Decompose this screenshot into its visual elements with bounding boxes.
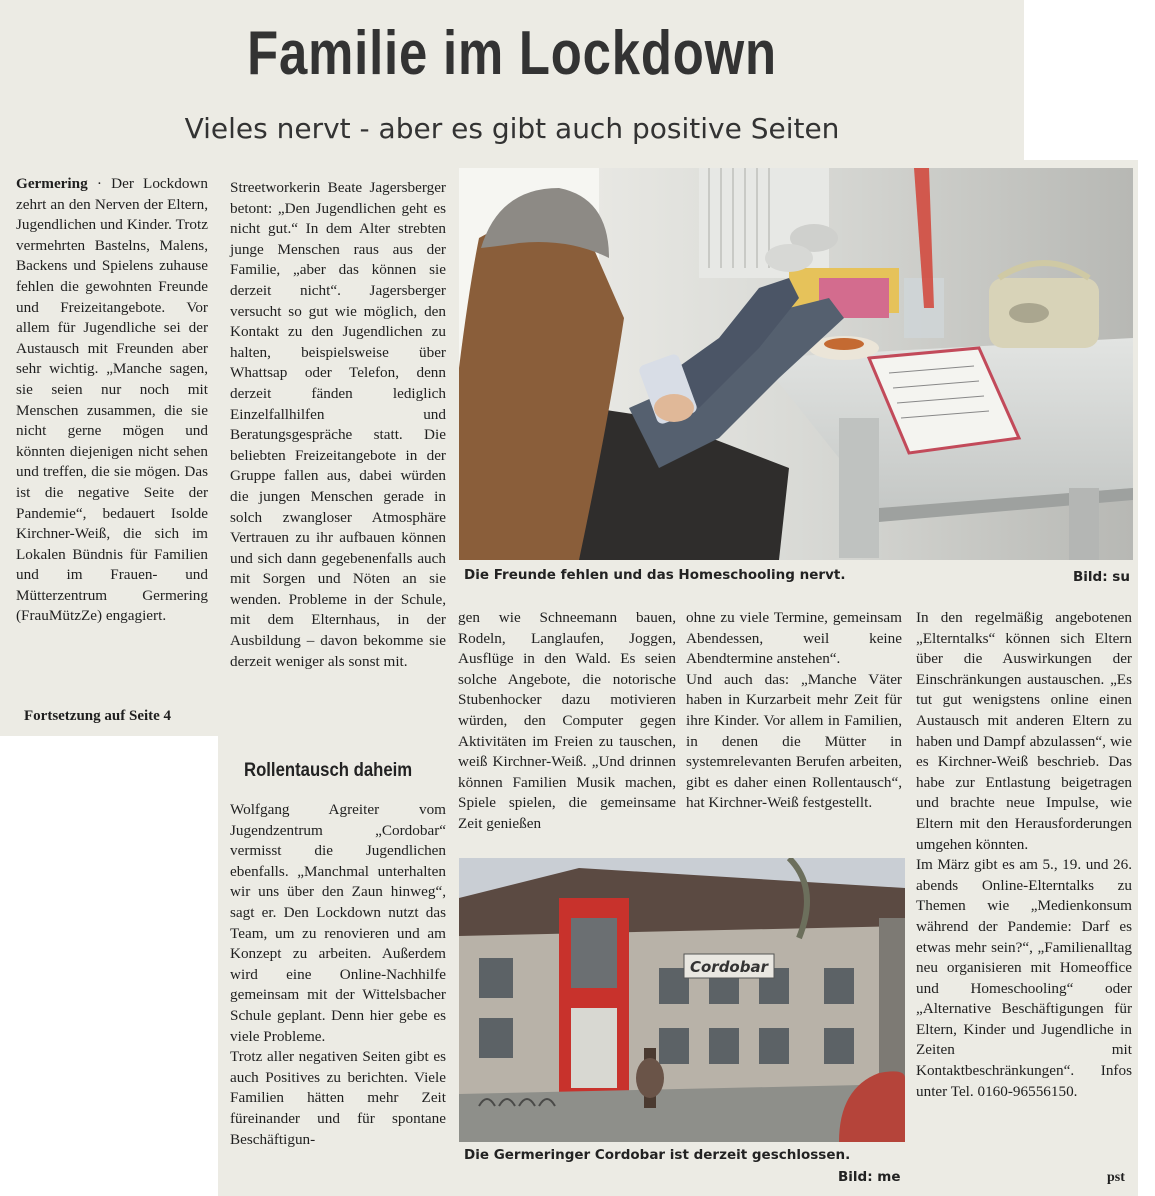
section-heading: Rollentausch daheim bbox=[244, 760, 413, 781]
continuation-note: Fortsetzung auf Seite 4 bbox=[24, 708, 172, 724]
author-initials: pst bbox=[1107, 1170, 1125, 1185]
column-4-paragraph-1: ohne zu viele Termine, gemeinsam Abendessen, weil keine Abendtermine anstehen“. bbox=[686, 609, 902, 668]
column-3-text: gen wie Schneemann bauen, Rodeln, Langlaufen, Joggen, Ausflüge in den Wald. Es seien solche Angebote, die notorische Stubenhocker dazu motivieren würden, den Computer gegen Aktivitäten im Freien zu tauschen, weiß Kirchner-Weiß. „Und drinnen können Familien Musik machen, Spiele spielen, die gemeinsame Zeit genießen bbox=[458, 609, 676, 832]
headline: Familie im Lockdown bbox=[247, 19, 777, 88]
column-5-paragraph-2: Im März gibt es am 5., 19. und 26. abends Online-Elterntalks zu Themen wie „Medienkonsum während der Pandemie: Darf es etwas mehr sein?“, „Familienalltag neu organisieren mit Homeoffice und Homeschooling“ oder „Alternative Beschäftigungen für Eltern, Kinder und Jugendliche in Zeiten mit Kontaktbeschränkungen“. Infos unter Tel. 0160-96556150. bbox=[916, 856, 1132, 1100]
photo-1-credit: Bild: su bbox=[1073, 569, 1130, 585]
cordobar-sign: Cordobar bbox=[689, 958, 769, 976]
column-2-top bbox=[230, 178, 446, 672]
column-2-bottom bbox=[230, 800, 446, 1150]
column-2-bottom-paragraph-1: Wolfgang Agreiter vom Jugendzentrum „Cordobar“ vermisst die Jugendlichen ebenfalls. „Manchmal unterhalten wir uns über den Zaun hinweg“, sagt er. Den Lockdown nutzt das Team, um zu renovieren und am Konzept zu arbeiten. Außerdem wird eine Online-Nachhilfe gemeinsam mit der Wittelsbacher Schule geplant. Denn hier gebe es viele Probleme. bbox=[230, 801, 446, 1045]
column-3 bbox=[458, 608, 676, 835]
photo-2-credit: Bild: me bbox=[838, 1169, 901, 1185]
column-5 bbox=[916, 608, 1132, 1102]
column-2-top-text: Streetworkerin Beate Jagersberger betont: „Den Jugendlichen geht es nicht gut.“ In dem Alter strebten junge Menschen raus aus der Familie, „aber das können sie derzeit nicht“. Jagersberger versucht so gut wie möglich, den Kontakt zu den Jugendlichen zu halten, beispielsweise über Whattsap oder Telefon, denn derzeit fänden lediglich Einzelfallhilfen und Beratungsgespräche statt. Die beliebten Freizeitangebote in der Gruppe fallen aus, dabei würden die jungen Menschen gerade in solch zwangloser Atmosphäre Vertrauen zu ihr aufbauen können und sich dann gegebenenfalls auch mit Sorgen und Nöten an sie wenden. Probleme in der Schule, mit dem Elternhaus, in der Ausbildung – davon bekomme sie derzeit weniger als sonst mit. bbox=[230, 179, 446, 670]
column-4 bbox=[686, 608, 902, 814]
photo-cordobar-illustration bbox=[459, 858, 905, 1142]
photo-girl-at-desk bbox=[459, 168, 1133, 560]
column-2-bottom-paragraph-2: Trotz aller negativen Seiten gibt es auch Positives zu berichten. Viele Familien hätten mehr Zeit füreinander und für spontane Beschäftigun- bbox=[230, 1048, 446, 1148]
column-5-paragraph-1: In den regelmäßig angebotenen „Elterntalks“ können sich Eltern über die Auswirkungen der Einschränkungen austauschen. „Es tut gut wenigstens online einen Austausch mit anderen Eltern zu haben und Dampf abzulassen“, wie es Kirchner-Weiß beschrieb. Das habe zur Entlastung beigetragen und brachte neue Impulse, wie Eltern mit den Herausforderungen umgehen könnten. bbox=[916, 609, 1132, 853]
dateline: Germering bbox=[16, 175, 88, 192]
photo-girl-illustration bbox=[459, 168, 1133, 560]
column-1 bbox=[16, 174, 208, 627]
photo-1-caption: Die Freunde fehlen und das Homeschooling nervt. bbox=[464, 567, 846, 583]
column-4-paragraph-2: Und auch das: „Manche Väter haben in Kurzarbeit mehr Zeit für ihre Kinder. Vor allem in Familien, in denen die Mütter in systemrelevanten Berufen arbeiten, gibt es daher einen Rollentausch“, hat Kirchner-Weiß festgestellt. bbox=[686, 670, 902, 812]
column-1-text: · Der Lockdown zehrt an den Nerven der Eltern, Jugendlichen und Kinder. Trotz vermehrten Bastelns, Malens, Backens und Spielens zuhause fehlen die gewohnten Freunde und Freizeitangebote. Vor allem für Jugendliche sei der Austausch mit Freunden aber sehr wichtig. „Manche sagen, sie seien nur noch mit Menschen zusammen, die sie nicht gerne mögen und könnten diejenigen nicht sehen und treffen, die sie mögen. Das ist die negative Seite der Pandemie“, bedauert Isolde Kirchner-Weiß, die sich im Lokalen Bündnis für Familien und im Frauen- und Mütterzentrum Germering (FrauMützZe) engagiert. bbox=[16, 175, 208, 625]
photo-cordobar-building bbox=[459, 858, 905, 1142]
photo-2-caption: Die Germeringer Cordobar ist derzeit geschlossen. bbox=[464, 1147, 851, 1163]
subheadline: Vieles nervt - aber es gibt auch positive Seiten bbox=[184, 112, 840, 145]
